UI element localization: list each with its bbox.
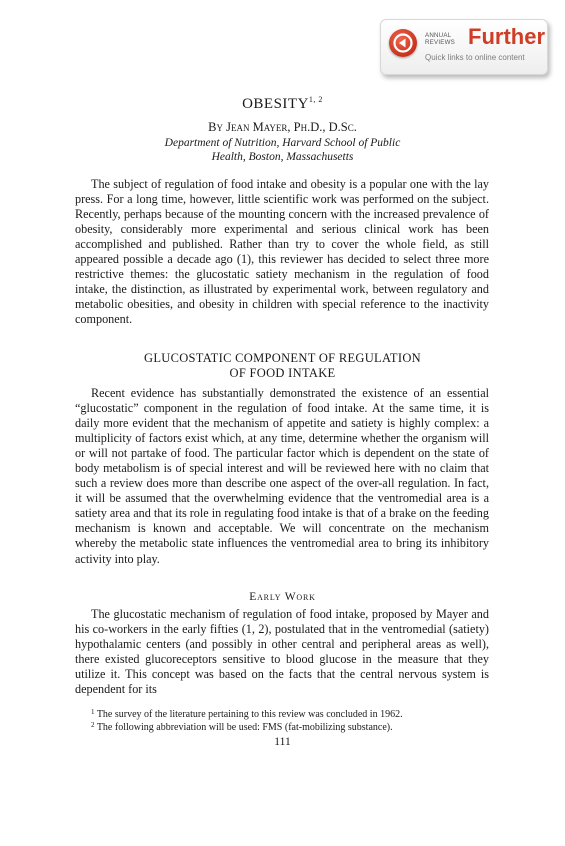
- section1-paragraph: Recent evidence has substantially demonstrated the existence of an essential “glucostatic” component in the regulation of food intake. At the same time, it is daily more evident that the mechanism of appetite and satiety is highly complex: a multiplicity of factors exist which, at any time, determine whether the organism will or will not partake of food. The particular factor which is dependent on the state of body metabolism is of special interest and will be reviewed here with no claim that such a review does more than describe one aspect of the over-all regulation. In fact, it will be assumed that the overwhelming evidence that the ventromedial area is a satiety area and that its role in regulating food intake is that of a brake on the feeding mechanism is known and acceptable. We will concentrate on the mechanism whereby the metabolic state influences the ventromedial area to bring its inhibitory activity into play.: [75, 386, 489, 566]
- page-number: 111: [274, 736, 291, 748]
- author-line: By Jean Mayer, Ph.D., D.Sc.: [208, 120, 357, 134]
- early-work-paragraph: The glucostatic mechanism of regulation of food intake, proposed by Mayer and his co-workers in the early fifties (1, 2), postulated that in the ventromedial (satiety) hypothalamic centers (and possibly in other central and peripheral areas as well), there existed glucoreceptors sensitive to blood glucose in the measure that they utilize it. This concept was based on the facts that the central nervous system is dependent for its: [75, 607, 489, 697]
- footnote-1: $^1$ The survey of the literature pertaining to this review was concluded in 1962.: [91, 708, 403, 720]
- affiliation-line-2: Health, Boston, Massachusetts: [211, 151, 354, 163]
- banner-brand-label: ANNUAL REVIEWS: [425, 32, 455, 46]
- intro-paragraph: The subject of regulation of food intake and obesity is a popular one with the lay press. For a long time, however, little scientific work was performed on the subject. Recently, perhaps because of the mounting concern with the increased prevalence of obesity, considerably more experimental and serious clinical work has been accomplished and published. Rather than try to cover the whole field, as still appeared possible a decade ago (1), this reviewer has decided to select three more restrictive themes: the glucostatic satiety mechanism in the regulation of food intake, the distinction, as illustrated by experimental work, between regulatory and metabolic obesities, and obesity in children with special reference to the inactivity component.: [75, 177, 489, 327]
- footnote-2: $^2$ The following abbreviation will be used: FMS (fat-mobilizing substance).: [91, 721, 393, 733]
- affiliation-line-1: Department of Nutrition, Harvard School of Public: [164, 137, 401, 149]
- article-title: OBESITY$^{1, 2}$: [242, 95, 323, 112]
- arrow-play-icon: [389, 29, 417, 57]
- section-heading-1: GLUCOSTATIC COMPONENT OF REGULATION OF FOOD INTAKE: [144, 351, 421, 380]
- subsection-heading-early-work: Early Work: [249, 591, 316, 603]
- title-footnote-refs[interactable]: 1, 2: [308, 95, 323, 104]
- banner-further-label: Further: [468, 24, 545, 49]
- banner-subtitle: Quick links to online content: [425, 53, 525, 62]
- further-banner[interactable]: [380, 19, 548, 75]
